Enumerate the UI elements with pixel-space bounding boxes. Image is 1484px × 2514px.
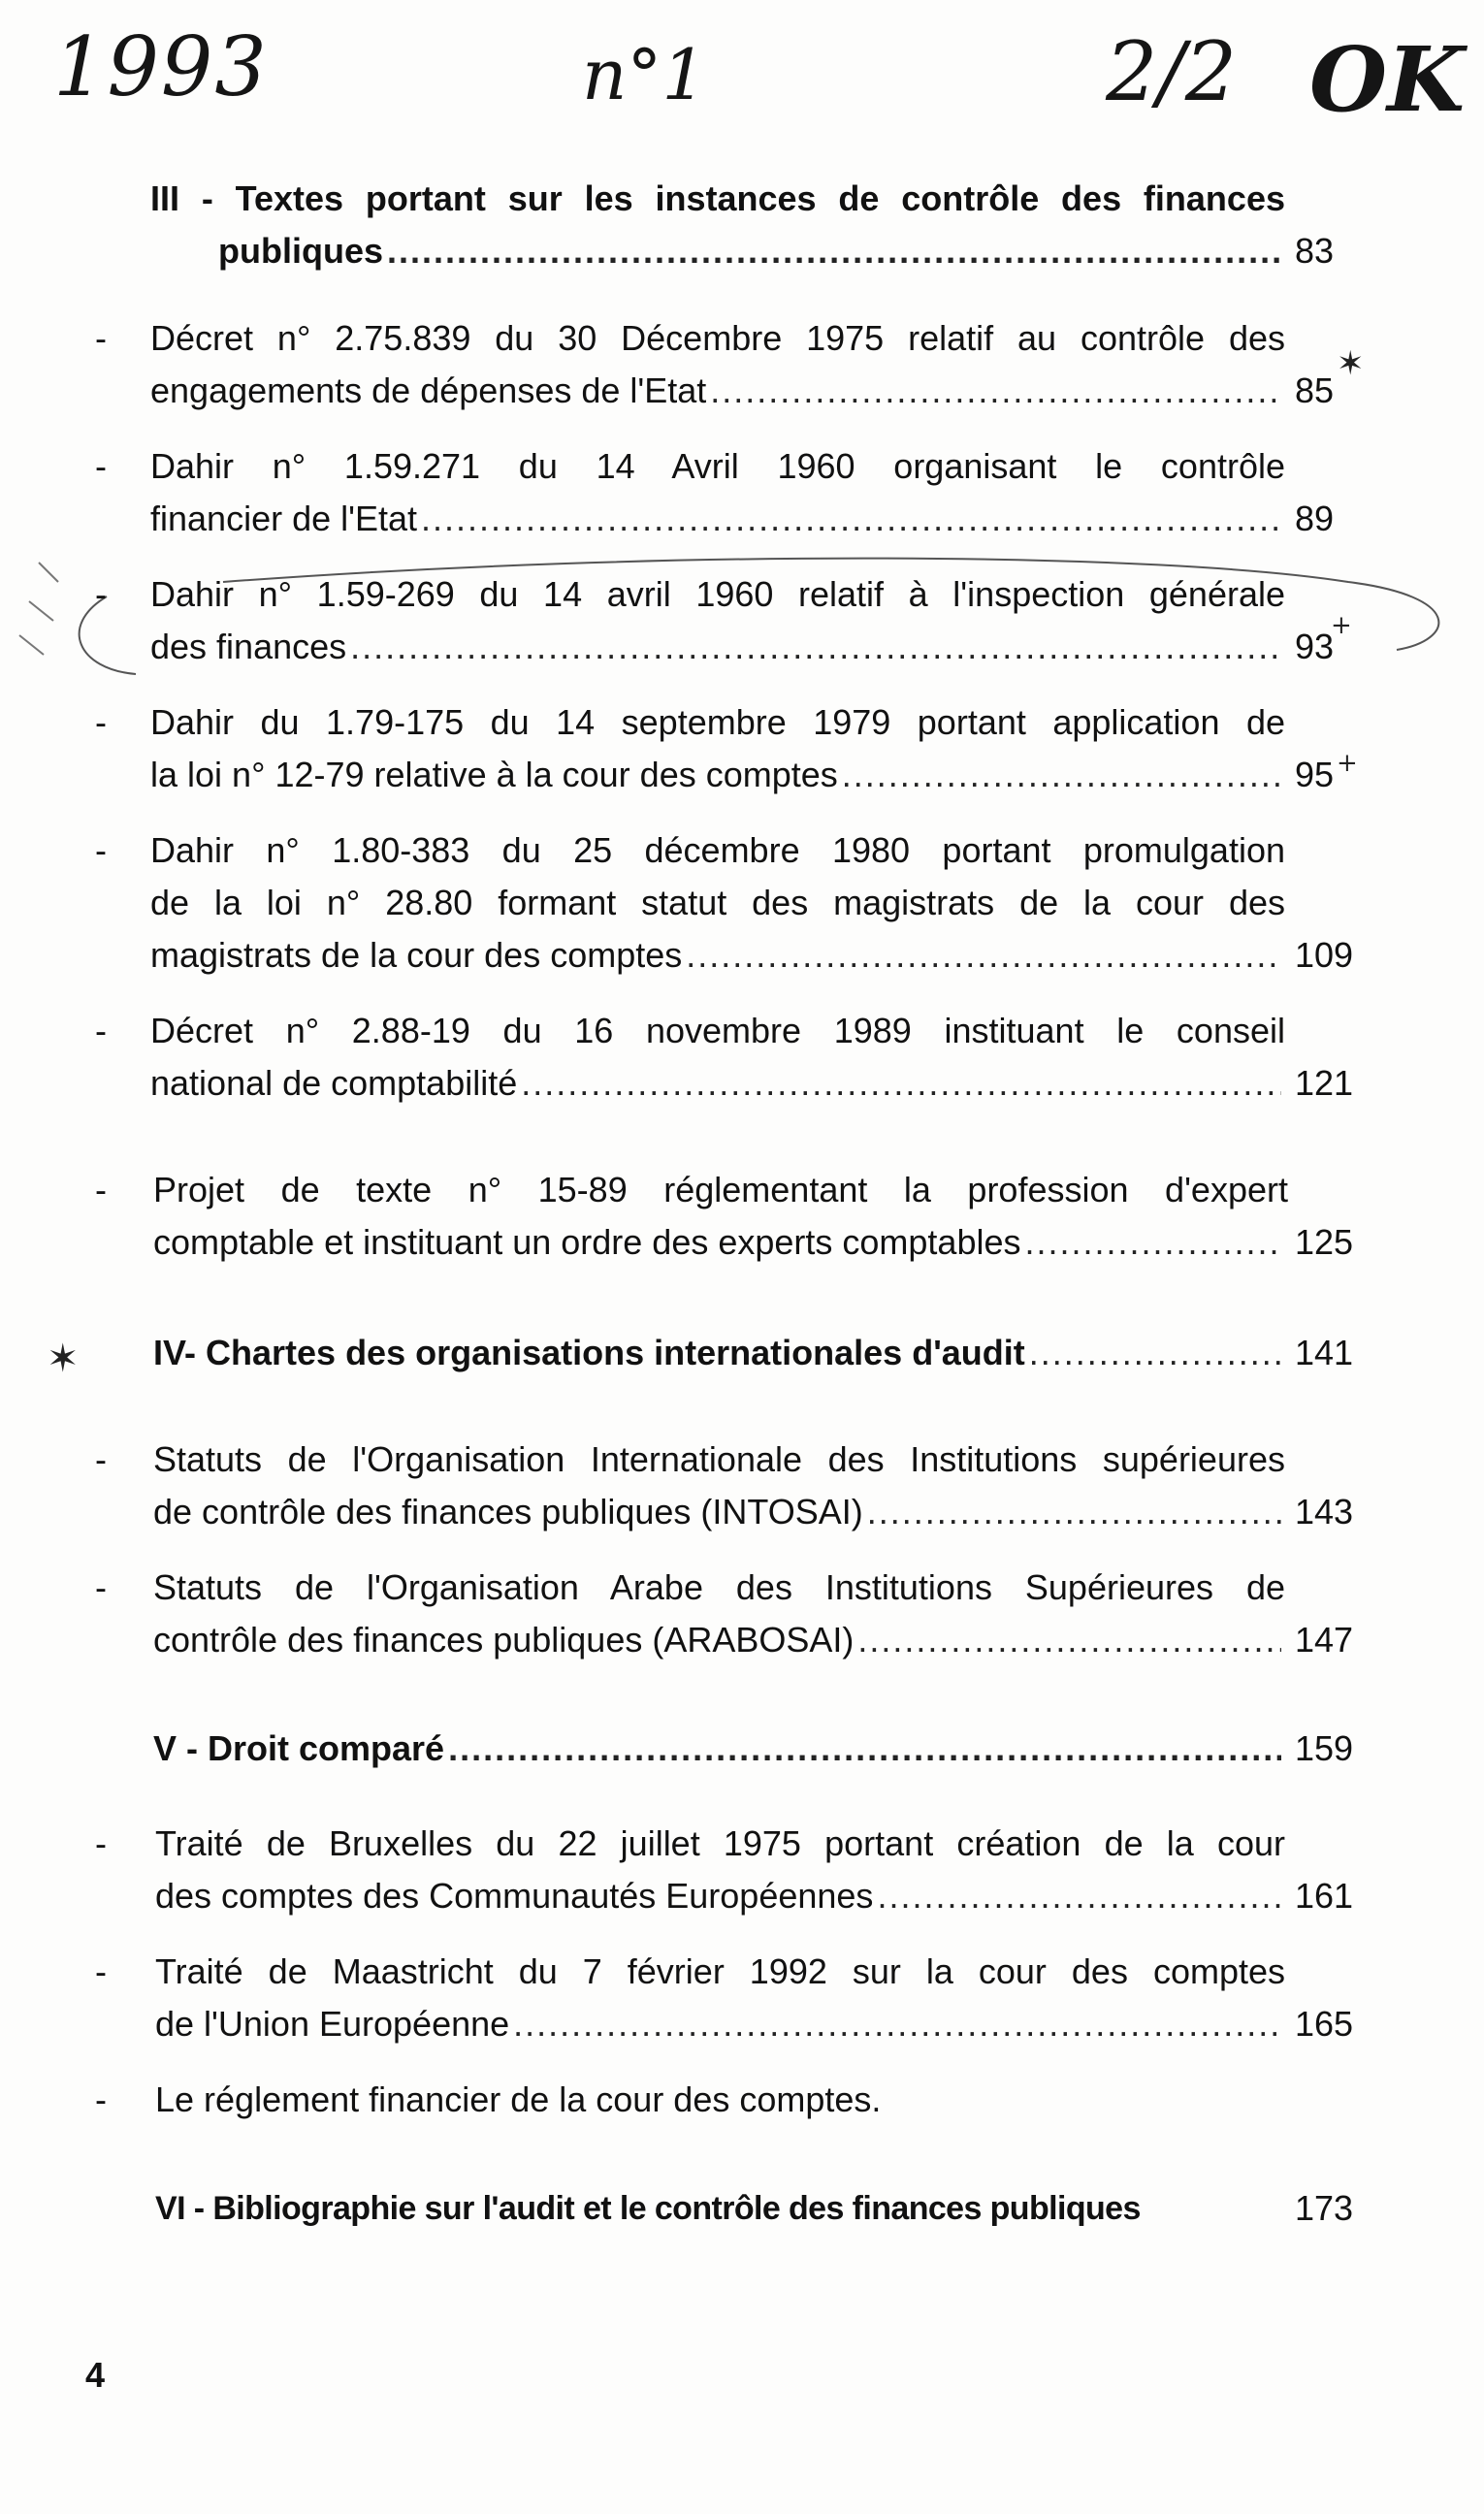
dash-bullet: - bbox=[95, 318, 107, 358]
handwritten-year: 1993 bbox=[53, 19, 269, 114]
entry-line: Dahir n° 1.59.271 du 14 Avril 1960 organisant le contrôle bbox=[150, 446, 1285, 486]
leader-dots bbox=[842, 749, 1281, 801]
dash-bullet: - bbox=[95, 2079, 107, 2119]
entry-text: national de comptabilité bbox=[150, 1063, 518, 1103]
entry-line: Dahir du 1.79-175 du 14 septembre 1979 portant application de bbox=[150, 702, 1285, 742]
handwritten-ok: OK bbox=[1309, 27, 1466, 132]
entry-line: Statuts de l'Organisation Arabe des Institutions Supérieures de bbox=[153, 1567, 1285, 1607]
leader-dots bbox=[710, 365, 1281, 417]
entry-text: financier de l'Etat bbox=[150, 499, 418, 538]
entry-line: Projet de texte n° 15-89 réglementant la profession d'expert bbox=[153, 1170, 1288, 1209]
handwritten-plus-mark: + bbox=[1337, 749, 1358, 778]
leader-dots bbox=[350, 621, 1281, 673]
leader-dots bbox=[686, 929, 1281, 982]
page-number: 109 bbox=[1295, 935, 1354, 975]
leader-dots bbox=[448, 1723, 1281, 1775]
page-number: 143 bbox=[1295, 1492, 1354, 1531]
entry-line: Le réglement financier de la cour des comptes. bbox=[155, 2079, 882, 2119]
section-title-line: III - Textes portant sur les instances de contrôle des finances bbox=[150, 178, 1285, 218]
page-number: 83 bbox=[1295, 231, 1335, 271]
handwritten-star-mark: ✶ bbox=[1337, 344, 1365, 383]
dash-bullet: - bbox=[95, 1011, 107, 1050]
handwritten-part: 2/2 bbox=[1106, 24, 1238, 119]
entry-last-line bbox=[150, 929, 1285, 982]
leader-dots bbox=[513, 1998, 1281, 2050]
entry-text: des comptes des Communautés Européennes bbox=[155, 1876, 874, 1916]
entry-text: de l'Union Européenne bbox=[155, 2004, 510, 2044]
leader-dots bbox=[877, 1870, 1281, 1922]
entry-line: de la loi n° 28.80 formant statut des magistrats de la cour des bbox=[150, 883, 1285, 922]
dash-bullet: - bbox=[95, 702, 107, 742]
handwritten-issue: n°1 bbox=[582, 34, 707, 115]
dash-bullet: - bbox=[95, 446, 107, 486]
section-title-last-line bbox=[218, 225, 1285, 277]
dash-bullet: - bbox=[95, 1439, 107, 1479]
entry-last-line bbox=[150, 493, 1285, 545]
entry-last-line bbox=[155, 1998, 1285, 2050]
entry-last-line bbox=[153, 1614, 1285, 1666]
section-title-last-line bbox=[153, 1327, 1285, 1379]
entry-text: des finances bbox=[150, 627, 347, 666]
dash-bullet: - bbox=[95, 1951, 107, 1991]
entry-line: Statuts de l'Organisation Internationale des Institutions supérieures bbox=[153, 1439, 1285, 1479]
section-title-text: VI - Bibliographie sur l'audit et le contrôle des finances publiques bbox=[155, 2190, 1141, 2227]
leader-dots bbox=[867, 1486, 1281, 1538]
page-number: 161 bbox=[1295, 1876, 1354, 1916]
entry-last-line bbox=[153, 1216, 1285, 1269]
entry-text: la loi n° 12-79 relative à la cour des comptes bbox=[150, 755, 838, 794]
leader-dots bbox=[387, 225, 1281, 277]
page-number: 85 bbox=[1295, 371, 1335, 410]
entry-text: magistrats de la cour des comptes bbox=[150, 935, 683, 975]
page-number: 121 bbox=[1295, 1063, 1354, 1103]
page-number: 95 bbox=[1295, 755, 1335, 794]
entry-text: de contrôle des finances publiques (INTOSAI) bbox=[153, 1492, 863, 1531]
entry-last-line bbox=[153, 1486, 1285, 1538]
page-number: 93 bbox=[1295, 627, 1335, 666]
section-title-text: publiques bbox=[218, 231, 383, 271]
entry-line: Décret n° 2.75.839 du 30 Décembre 1975 relatif au contrôle des bbox=[150, 318, 1285, 358]
dash-bullet: - bbox=[95, 1170, 107, 1209]
entry-line: Décret n° 2.88-19 du 16 novembre 1989 instituant le conseil bbox=[150, 1011, 1285, 1050]
entry-last-line bbox=[150, 365, 1285, 417]
entry-last-line bbox=[150, 1057, 1285, 1110]
entry-last-line bbox=[150, 621, 1285, 673]
dash-bullet: - bbox=[95, 1823, 107, 1863]
leader-dots bbox=[857, 1614, 1281, 1666]
dash-bullet: - bbox=[95, 574, 107, 614]
section-title-text: V - Droit comparé bbox=[153, 1728, 445, 1768]
entry-line: Traité de Maastricht du 7 février 1992 sur la cour des comptes bbox=[155, 1951, 1285, 1991]
entry-last-line bbox=[155, 1870, 1285, 1922]
page-footer-number: 4 bbox=[85, 2355, 106, 2395]
entry-text: contrôle des finances publiques (ARABOSAI) bbox=[153, 1620, 855, 1660]
handwritten-star-mark: ✶ bbox=[47, 1337, 80, 1381]
entry-line: Traité de Bruxelles du 22 juillet 1975 portant création de la cour bbox=[155, 1823, 1285, 1863]
dash-bullet: - bbox=[95, 1567, 107, 1607]
section-title-last-line bbox=[153, 1723, 1285, 1775]
handwritten-plus-mark: + bbox=[1331, 611, 1352, 640]
page-number: 147 bbox=[1295, 1620, 1354, 1660]
entry-text: comptable et instituant un ordre des experts comptables bbox=[153, 1222, 1021, 1262]
page-number: 125 bbox=[1295, 1222, 1354, 1262]
leader-dots bbox=[421, 493, 1281, 545]
page-number: 89 bbox=[1295, 499, 1335, 538]
leader-dots bbox=[521, 1057, 1281, 1110]
entry-text: engagements de dépenses de l'Etat bbox=[150, 371, 707, 410]
page-number: 165 bbox=[1295, 2004, 1354, 2044]
leader-dots bbox=[1025, 1216, 1282, 1269]
section-title-text: IV- Chartes des organisations internationales d'audit bbox=[153, 1333, 1025, 1372]
dash-bullet: - bbox=[95, 830, 107, 870]
page-number: 159 bbox=[1295, 1728, 1354, 1768]
page-number: 141 bbox=[1295, 1333, 1354, 1372]
page-number: 173 bbox=[1295, 2188, 1354, 2228]
entry-line: Dahir n° 1.80-383 du 25 décembre 1980 portant promulgation bbox=[150, 830, 1285, 870]
entry-last-line bbox=[150, 749, 1285, 801]
entry-line: Dahir n° 1.59-269 du 14 avril 1960 relatif à l'inspection générale bbox=[150, 574, 1285, 614]
leader-dots bbox=[1029, 1327, 1281, 1379]
